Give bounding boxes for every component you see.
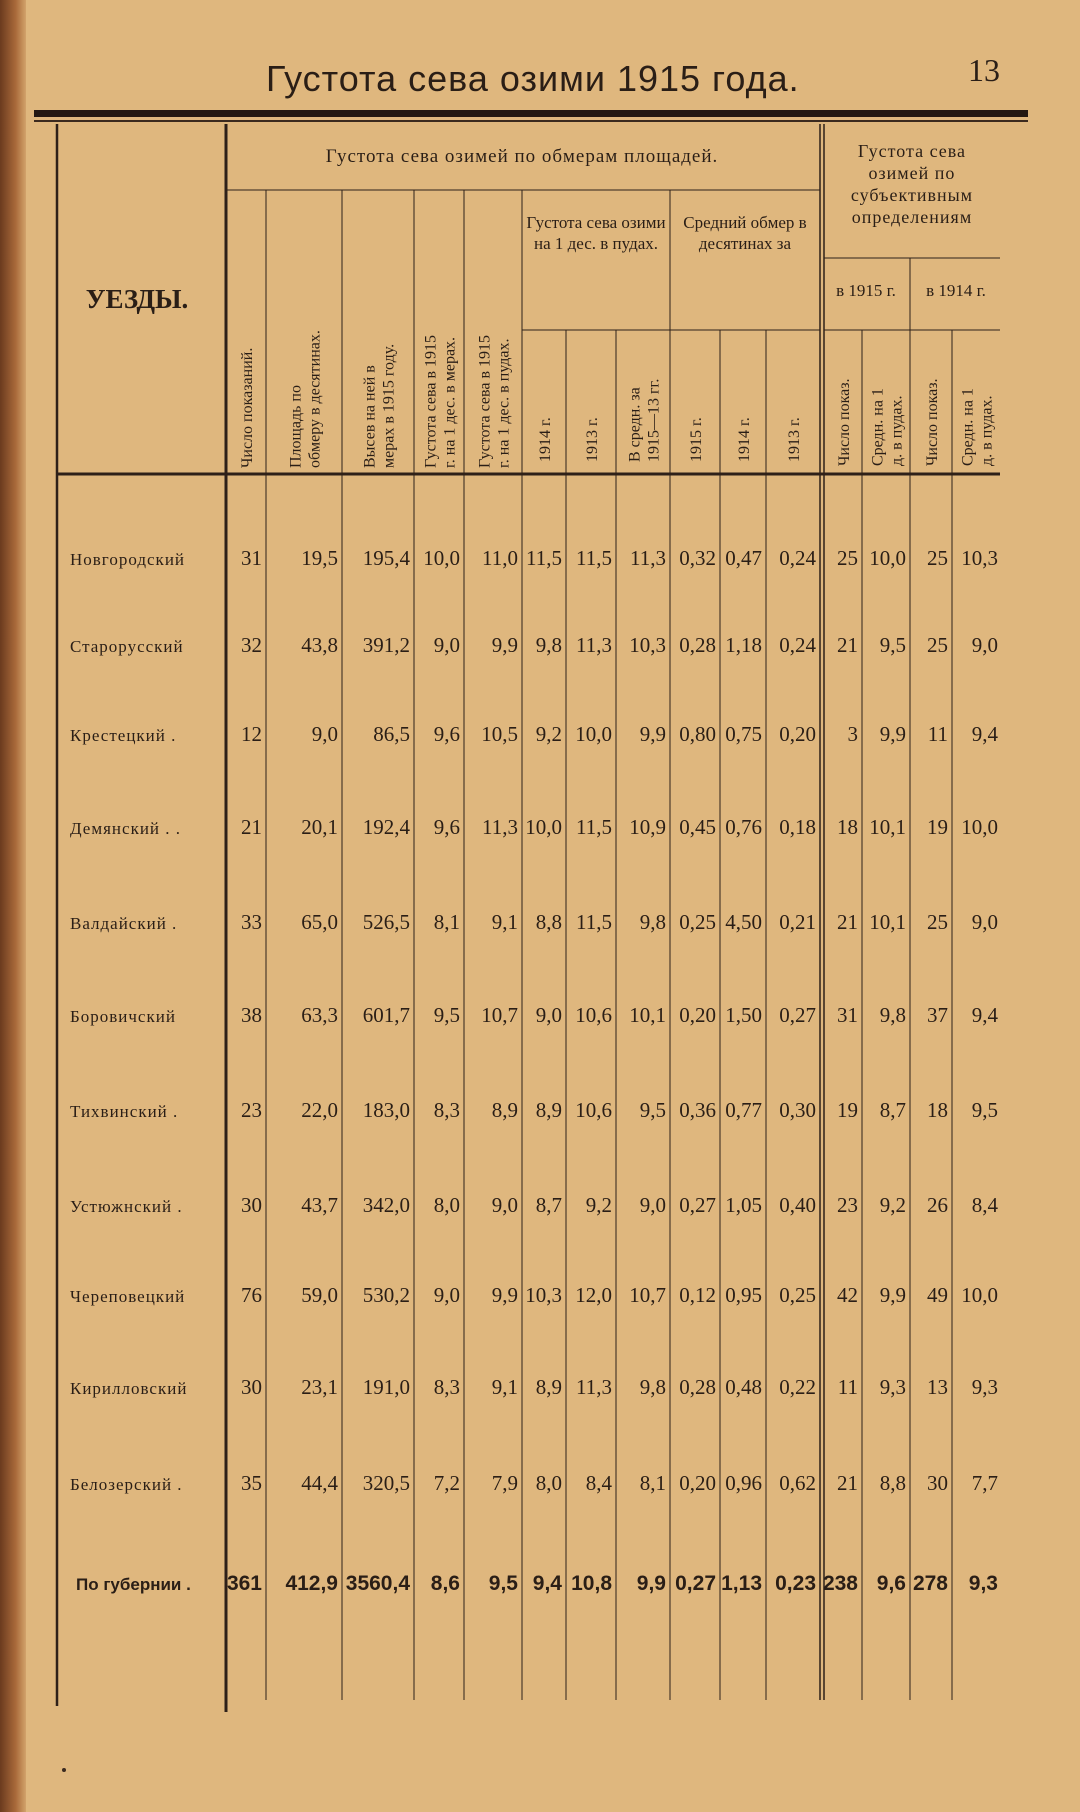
- table-cell: 11,3: [482, 815, 518, 839]
- table-cell: 30: [241, 1193, 262, 1217]
- table-cell: 183,0: [362, 1098, 410, 1122]
- table-cell: 30: [927, 1471, 948, 1495]
- table-cell: 9,3: [971, 1375, 998, 1399]
- table-cell: 0,20: [679, 1003, 716, 1027]
- table-cell: 0,75: [725, 722, 762, 746]
- table-cell: 9,2: [879, 1193, 906, 1217]
- table-cell: 65,0: [301, 910, 338, 934]
- table-cell: 1,50: [725, 1003, 762, 1027]
- subjective-1915-average-header: [870, 388, 906, 466]
- table-cell: 8,3: [433, 1098, 460, 1122]
- table-cell: 9,0: [311, 722, 338, 746]
- table-row: [70, 1193, 999, 1217]
- table-cell: 9,4: [971, 1003, 998, 1027]
- table-cell: 21: [241, 815, 262, 839]
- table-cell: 8,9: [535, 1375, 562, 1399]
- speck: [62, 1768, 66, 1772]
- district-name: Новгородский: [70, 550, 186, 569]
- table-cell: 9,8: [535, 633, 562, 657]
- average-area-group-label: Средний обмер в десятинах за: [683, 213, 807, 253]
- table-row: [70, 815, 998, 839]
- table-cell: 9,5: [433, 1003, 460, 1027]
- table-cell: 43,8: [301, 633, 338, 657]
- density-in-measures-header-line: г. на 1 дес. в мерах.: [441, 336, 459, 468]
- table-cell: 278: [912, 1572, 948, 1595]
- density-1914-header-line: 1914 г.: [537, 417, 554, 462]
- table-cell: 9,5: [879, 633, 906, 657]
- table-cell: 44,4: [301, 1471, 338, 1495]
- table-cell: 0,80: [679, 722, 716, 746]
- subjective-1915-average-header-line: д. в пудах.: [888, 395, 906, 466]
- table-cell: 11,3: [576, 1375, 612, 1399]
- sown-amount-header-line: мерах в 1915 году.: [380, 343, 398, 468]
- vertical-column-headers: [239, 330, 996, 468]
- table-cell: 9,9: [491, 633, 518, 657]
- average-area-group-header: [672, 212, 818, 322]
- area-measurement-group-header: Густота сева озимей по обмерам площадей.: [325, 146, 719, 167]
- average-area-1915-header: [688, 417, 705, 462]
- table-cell: 195,4: [362, 546, 410, 570]
- density-average-header-line: 1915—13 гг.: [645, 378, 663, 462]
- table-cell: 10,1: [869, 910, 906, 934]
- table-cell: 76: [241, 1283, 262, 1307]
- subjective-1915-count-header: [836, 378, 853, 466]
- table-cell: 10,7: [629, 1283, 666, 1307]
- subjective-1915-count-header-line: Число показ.: [836, 378, 853, 466]
- table-cell: 10,0: [525, 815, 562, 839]
- table-cell: 0,18: [779, 815, 816, 839]
- table-row: [70, 1283, 998, 1307]
- area-header-line: Площадь по: [287, 385, 305, 468]
- table-cell: 0,47: [725, 546, 762, 570]
- table-row: [70, 1375, 998, 1399]
- table-cell: 86,5: [373, 722, 410, 746]
- table-cell: 0,36: [679, 1098, 716, 1122]
- table-row: [70, 546, 998, 570]
- density-1914-header: [537, 417, 554, 462]
- table-cell: 25: [927, 633, 948, 657]
- table-cell: 9,2: [535, 722, 562, 746]
- table-cell: 8,4: [585, 1471, 612, 1495]
- table-cell: 1,05: [725, 1193, 762, 1217]
- table-cell: 9,0: [433, 1283, 460, 1307]
- table-cell: 1,13: [721, 1572, 762, 1595]
- table-cell: 32: [241, 633, 262, 657]
- table-row: [76, 1572, 998, 1595]
- table-cell: 43,7: [301, 1193, 338, 1217]
- area-header: [288, 330, 324, 468]
- table-cell: 8,7: [535, 1193, 562, 1217]
- table-cell: 21: [837, 910, 858, 934]
- table-cell: 10,8: [571, 1572, 612, 1595]
- table-cell: 10,6: [575, 1098, 612, 1122]
- table-cell: 10,0: [961, 1283, 998, 1307]
- table-cell: 9,0: [535, 1003, 562, 1027]
- table-cell: 11,5: [526, 546, 562, 570]
- table-cell: 320,5: [362, 1471, 410, 1495]
- table-cell: 23: [241, 1098, 262, 1122]
- table-cell: 9,5: [639, 1098, 666, 1122]
- table-cell: 8,1: [639, 1471, 666, 1495]
- table-cell: 35: [241, 1471, 262, 1495]
- table-cell: 10,3: [629, 633, 666, 657]
- table-cell: 9,4: [971, 722, 998, 746]
- table-cell: 30: [241, 1375, 262, 1399]
- table-cell: 3: [847, 722, 858, 746]
- table-cell: 59,0: [301, 1283, 338, 1307]
- district-name: Устюжнский .: [70, 1197, 183, 1216]
- table-row: [70, 1098, 998, 1122]
- table-cell: 0,27: [779, 1003, 816, 1027]
- table-cell: 33: [241, 910, 262, 934]
- table-cell: 9,6: [433, 815, 460, 839]
- table-cell: 8,9: [535, 1098, 562, 1122]
- table-cell: 25: [837, 546, 858, 570]
- table-cell: 8,8: [535, 910, 562, 934]
- table-cell: 31: [837, 1003, 858, 1027]
- table-cell: 391,2: [362, 633, 410, 657]
- table-cell: 0,20: [679, 1471, 716, 1495]
- table-cell: 8,7: [879, 1098, 906, 1122]
- subjective-1914-count-header-line: Число показ.: [924, 378, 941, 466]
- table-cell: 9,9: [879, 722, 906, 746]
- table-cell: 31: [241, 546, 262, 570]
- table-cell: 0,96: [725, 1471, 762, 1495]
- area-header-line: обмеру в десятинах.: [306, 330, 324, 468]
- table-cell: 0,27: [675, 1572, 716, 1595]
- table-cell: 0,27: [679, 1193, 716, 1217]
- table-cell: 10,1: [629, 1003, 666, 1027]
- table-cell: 9,3: [968, 1572, 998, 1595]
- density-in-poods-header-line: г. на 1 дес. в пудах.: [495, 338, 513, 468]
- table-cell: 10,3: [525, 1283, 562, 1307]
- table-cell: 10,3: [961, 546, 998, 570]
- table-cell: 9,0: [433, 633, 460, 657]
- table-cell: 13: [927, 1375, 948, 1399]
- table-cell: 23: [837, 1193, 858, 1217]
- subjective-1915-average-header-line: Средн. на 1: [869, 388, 887, 466]
- table-row: [70, 1471, 998, 1495]
- table-cell: 10,5: [481, 722, 518, 746]
- table-cell: 63,3: [301, 1003, 338, 1027]
- table-cell: 11,0: [482, 546, 518, 570]
- page-number: 13: [968, 52, 1000, 88]
- table-cell: 0,12: [679, 1283, 716, 1307]
- district-name: Кирилловский: [70, 1379, 188, 1398]
- table-cell: 9,9: [879, 1283, 906, 1307]
- density-in-measures-header: [423, 335, 459, 468]
- table-cell: 3560,4: [345, 1572, 410, 1595]
- density-1913-header-line: 1913 г.: [584, 417, 601, 462]
- table-cell: 526,5: [362, 910, 410, 934]
- table-cell: 0,20: [779, 722, 816, 746]
- table-cell: 9,6: [433, 722, 460, 746]
- table-cell: 9,0: [639, 1193, 666, 1217]
- table-cell: 11,5: [576, 910, 612, 934]
- district-name: Череповецкий: [70, 1287, 186, 1306]
- average-area-1913-header: [786, 417, 803, 462]
- table-cell: 11: [837, 1375, 858, 1399]
- table-cell: 8,8: [879, 1471, 906, 1495]
- table-cell: 7,2: [433, 1471, 460, 1495]
- table-cell: 0,32: [679, 546, 716, 570]
- subjective-1915-header: в 1915 г.: [836, 281, 896, 300]
- subjective-1914-average-header-line: Средн. на 1: [959, 388, 977, 466]
- table-cell: 18: [927, 1098, 948, 1122]
- average-area-1914-header: [736, 417, 753, 462]
- average-area-1913-header-line: 1913 г.: [786, 417, 803, 462]
- table-cell: 10,0: [575, 722, 612, 746]
- table-cell: 9,0: [971, 910, 998, 934]
- table-cell: 10,6: [575, 1003, 612, 1027]
- table-cell: 9,9: [491, 1283, 518, 1307]
- table-cell: 18: [837, 815, 858, 839]
- table-body: [70, 546, 999, 1595]
- table-lines: [57, 124, 1000, 1712]
- subjective-1914-average-header-line: д. в пудах.: [978, 395, 996, 466]
- district-name: Демянский . .: [70, 819, 182, 838]
- district-name: Крестецкий .: [70, 726, 177, 745]
- table-cell: 342,0: [362, 1193, 410, 1217]
- subjective-1914-count-header: [924, 378, 941, 466]
- district-name: Белозерский .: [70, 1475, 183, 1494]
- table-cell: 10,0: [961, 815, 998, 839]
- table-cell: 37: [927, 1003, 948, 1027]
- table-cell: 11,5: [576, 546, 612, 570]
- table-cell: 10,7: [481, 1003, 518, 1027]
- table-cell: 0,45: [679, 815, 716, 839]
- district-name: Тихвинский .: [70, 1102, 179, 1121]
- table-cell: 10,0: [869, 546, 906, 570]
- table-cell: 10,1: [869, 815, 906, 839]
- table-cell: 20,1: [301, 815, 338, 839]
- table-cell: 12: [241, 722, 262, 746]
- count-of-reports-header: [239, 348, 256, 468]
- table-cell: 0,30: [779, 1098, 816, 1122]
- table-cell: 7,9: [491, 1471, 518, 1495]
- district-name: Старорусский: [70, 637, 184, 656]
- table-cell: 191,0: [362, 1375, 410, 1399]
- table-cell: 25: [927, 910, 948, 934]
- table-cell: 0,76: [725, 815, 762, 839]
- table-cell: 0,24: [779, 546, 816, 570]
- table-cell: 8,0: [535, 1471, 562, 1495]
- table-cell: 11,3: [576, 633, 612, 657]
- table-cell: 23,1: [301, 1375, 338, 1399]
- table-cell: 21: [837, 1471, 858, 1495]
- table-cell: 9,9: [639, 722, 666, 746]
- table-cell: 42: [837, 1283, 858, 1307]
- table-cell: 19: [927, 815, 948, 839]
- table-cell: 26: [927, 1193, 948, 1217]
- table-cell: 22,0: [301, 1098, 338, 1122]
- table-cell: 9,6: [876, 1572, 906, 1595]
- table-cell: 11,5: [576, 815, 612, 839]
- average-area-1914-header-line: 1914 г.: [736, 417, 753, 462]
- table-row: [70, 910, 998, 934]
- table-cell: 192,4: [362, 815, 410, 839]
- table-cell: 0,25: [779, 1283, 816, 1307]
- table-cell: 11,3: [630, 546, 666, 570]
- table-cell: 9,2: [585, 1193, 612, 1217]
- table-cell: 9,4: [532, 1572, 562, 1595]
- table-cell: 7,7: [971, 1471, 998, 1495]
- table-cell: 0,25: [679, 910, 716, 934]
- subjective-group-header: [826, 140, 998, 250]
- table-cell: 238: [822, 1572, 858, 1595]
- subjective-group-label: Густота сева озимей по субъективным определениям: [850, 141, 974, 227]
- table-cell: 1,18: [725, 633, 762, 657]
- density-in-poods-header-line: Густота сева в 1915: [476, 335, 494, 468]
- table-cell: 8,4: [971, 1193, 998, 1217]
- table-cell: 9,0: [491, 1193, 518, 1217]
- table-cell: 530,2: [362, 1283, 410, 1307]
- table-cell: 0,40: [779, 1193, 816, 1217]
- table-cell: 9,3: [879, 1375, 906, 1399]
- district-name: По губернии .: [76, 1575, 191, 1594]
- table-cell: 9,8: [639, 910, 666, 934]
- districts-column-header: УЕЗДЫ.: [85, 284, 189, 314]
- table-cell: 8,6: [430, 1572, 460, 1595]
- table-cell: 361: [226, 1572, 262, 1595]
- sown-amount-header-line: Высев на ней в: [361, 365, 379, 468]
- density-group-label: Густота сева озими на 1 дес. в пудах.: [526, 213, 666, 253]
- table-cell: 10,0: [423, 546, 460, 570]
- table-row: [70, 722, 999, 746]
- density-1913-header: [584, 417, 601, 462]
- table-cell: 11: [927, 722, 948, 746]
- page-title: Густота сева озими 1915 года.: [266, 58, 800, 99]
- table-row: [70, 633, 998, 657]
- table-cell: 601,7: [362, 1003, 410, 1027]
- density-in-poods-header: [477, 335, 513, 468]
- table-cell: 9,9: [636, 1572, 666, 1595]
- table-cell: 8,9: [491, 1098, 518, 1122]
- table-cell: 9,5: [971, 1098, 998, 1122]
- table-cell: 8,3: [433, 1375, 460, 1399]
- subjective-1914-header: в 1914 г.: [926, 281, 986, 300]
- table-row: [70, 1003, 999, 1027]
- table-cell: 12,0: [575, 1283, 612, 1307]
- district-name: Валдайский .: [70, 914, 178, 933]
- density-in-measures-header-line: Густота сева в 1915: [422, 335, 440, 468]
- table-cell: 0,28: [679, 1375, 716, 1399]
- table-cell: 38: [241, 1003, 262, 1027]
- table-cell: 4,50: [725, 910, 762, 934]
- table-cell: 0,24: [779, 633, 816, 657]
- table-cell: 19: [837, 1098, 858, 1122]
- table-cell: 9,8: [639, 1375, 666, 1399]
- table-cell: 412,9: [285, 1572, 338, 1595]
- density-group-header: [524, 212, 668, 322]
- table-cell: 0,77: [725, 1098, 762, 1122]
- table-cell: 49: [927, 1283, 948, 1307]
- density-average-header-line: В средн. за: [626, 387, 644, 462]
- district-name: Боровичский: [70, 1007, 176, 1026]
- table-cell: 0,48: [725, 1375, 762, 1399]
- subjective-1914-average-header: [960, 388, 996, 466]
- count-of-reports-header-line: Число показаний.: [239, 347, 256, 468]
- table-cell: 0,28: [679, 633, 716, 657]
- table-cell: 0,62: [779, 1471, 816, 1495]
- table-cell: 9,1: [491, 910, 518, 934]
- average-area-1915-header-line: 1915 г.: [688, 417, 705, 462]
- table-cell: 25: [927, 546, 948, 570]
- table-cell: 10,9: [629, 815, 666, 839]
- table-cell: 0,23: [775, 1572, 816, 1595]
- density-average-header: [627, 379, 663, 462]
- table-cell: 19,5: [301, 546, 338, 570]
- table-cell: 8,0: [433, 1193, 460, 1217]
- table-cell: 9,5: [488, 1572, 518, 1595]
- table-cell: 9,0: [971, 633, 998, 657]
- table-cell: 9,8: [879, 1003, 906, 1027]
- table-cell: 0,21: [779, 910, 816, 934]
- table-cell: 8,1: [433, 910, 460, 934]
- table-cell: 9,1: [491, 1375, 518, 1399]
- sown-amount-header: [362, 344, 398, 468]
- table-cell: 0,22: [779, 1375, 816, 1399]
- table-cell: 21: [837, 633, 858, 657]
- table-cell: 0,95: [725, 1283, 762, 1307]
